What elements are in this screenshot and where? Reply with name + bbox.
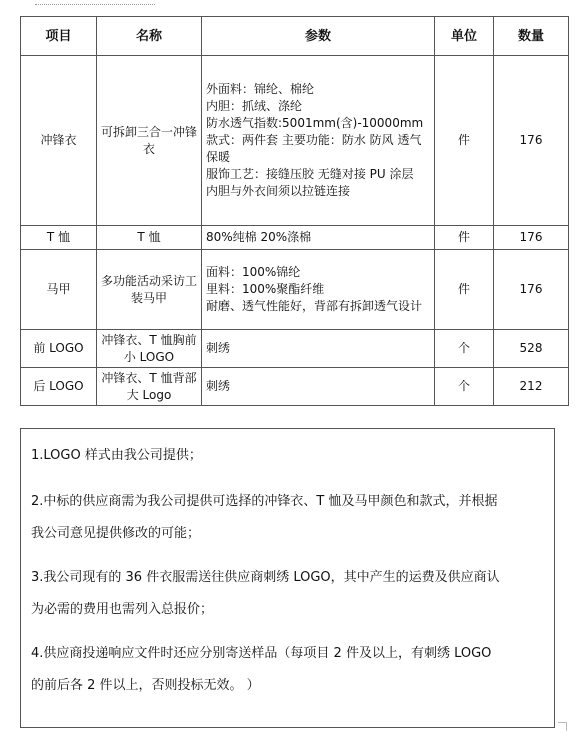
row-qty: 176 (494, 56, 569, 226)
param-line: 刺绣 (206, 341, 231, 355)
header-qty: 数量 (494, 17, 569, 56)
row-unit: 个 (435, 330, 494, 368)
row-item: 前 LOGO (21, 330, 97, 368)
row-params (202, 368, 435, 406)
note-4: 4.供应商投递响应文件时还应分别寄送样品（每项目 2 件及以上，有刺绣 LOGO (31, 646, 492, 661)
param-line: 内胆与外衣间须以拉链连接 (206, 184, 351, 198)
row-params (202, 330, 435, 368)
row-name: 可拆卸三合一冲锋衣 (97, 56, 202, 226)
table-row (21, 368, 569, 406)
notes-box (20, 428, 555, 728)
note-1: 1.LOGO 样式由我公司提供； (31, 448, 202, 463)
note-3: 3.我公司现有的 36 件衣服需送往供应商刺绣 LOGO，其中产生的运费及供应商认 (31, 570, 500, 585)
param-line: 款式：两件套 主要功能：防水 防风 透气 保暖 (206, 133, 422, 164)
param-line: 80%纯棉 20%涤棉 (206, 230, 312, 244)
spec-table (20, 16, 569, 406)
note-2: 2.中标的供应商需为我公司提供可选择的冲锋衣、T 恤及马甲颜色和款式，并根据 (31, 494, 498, 509)
param-line: 服饰工艺：接缝压胶 无缝对接 PU 涂层 (206, 167, 414, 181)
row-qty: 212 (494, 368, 569, 406)
row-params (202, 250, 435, 330)
param-line: 刺绣 (206, 379, 231, 393)
row-name: 多功能活动采访工装马甲 (97, 250, 202, 330)
table-header-row (21, 17, 569, 56)
row-unit: 件 (435, 56, 494, 226)
row-item: 冲锋衣 (21, 56, 97, 226)
row-unit: 个 (435, 368, 494, 406)
row-qty: 176 (494, 250, 569, 330)
table-row (21, 250, 569, 330)
table-row (21, 56, 569, 226)
header-unit: 单位 (435, 17, 494, 56)
row-unit: 件 (435, 226, 494, 250)
param-line: 防水透气指数:5001mm(含)-10000mm (206, 116, 424, 130)
row-name: 冲锋衣、T 恤胸前小 LOGO (97, 330, 202, 368)
row-params (202, 226, 435, 250)
row-params (202, 56, 435, 226)
note-3-cont: 为必需的费用也需列入总报价； (31, 602, 214, 617)
header-item: 项目 (21, 17, 97, 56)
param-line: 面料：100%锦纶 (206, 265, 301, 279)
table-row (21, 330, 569, 368)
row-qty: 528 (494, 330, 569, 368)
page-corner-mark (558, 722, 567, 731)
param-line: 耐磨、透气性能好，背部有拆卸透气设计 (206, 299, 423, 313)
param-line: 内胆：抓绒、涤纶 (206, 99, 303, 113)
header-name: 名称 (97, 17, 202, 56)
row-qty: 176 (494, 226, 569, 250)
row-item: T 恤 (21, 226, 97, 250)
note-4-cont: 的前后各 2 件以上，否则投标无效。 ） (31, 678, 260, 693)
table-row (21, 226, 569, 250)
row-unit: 件 (435, 250, 494, 330)
note-2-cont: 我公司意见提供修改的可能； (31, 526, 201, 541)
param-line: 里料：100%聚酯纤维 (206, 282, 325, 296)
row-name: T 恤 (97, 226, 202, 250)
row-item: 后 LOGO (21, 368, 97, 406)
row-item: 马甲 (21, 250, 97, 330)
header-params: 参数 (202, 17, 435, 56)
top-rule (35, 0, 155, 5)
row-name: 冲锋衣、T 恤背部大 Logo (97, 368, 202, 406)
param-line: 外面料：锦纶、棉纶 (206, 82, 315, 96)
